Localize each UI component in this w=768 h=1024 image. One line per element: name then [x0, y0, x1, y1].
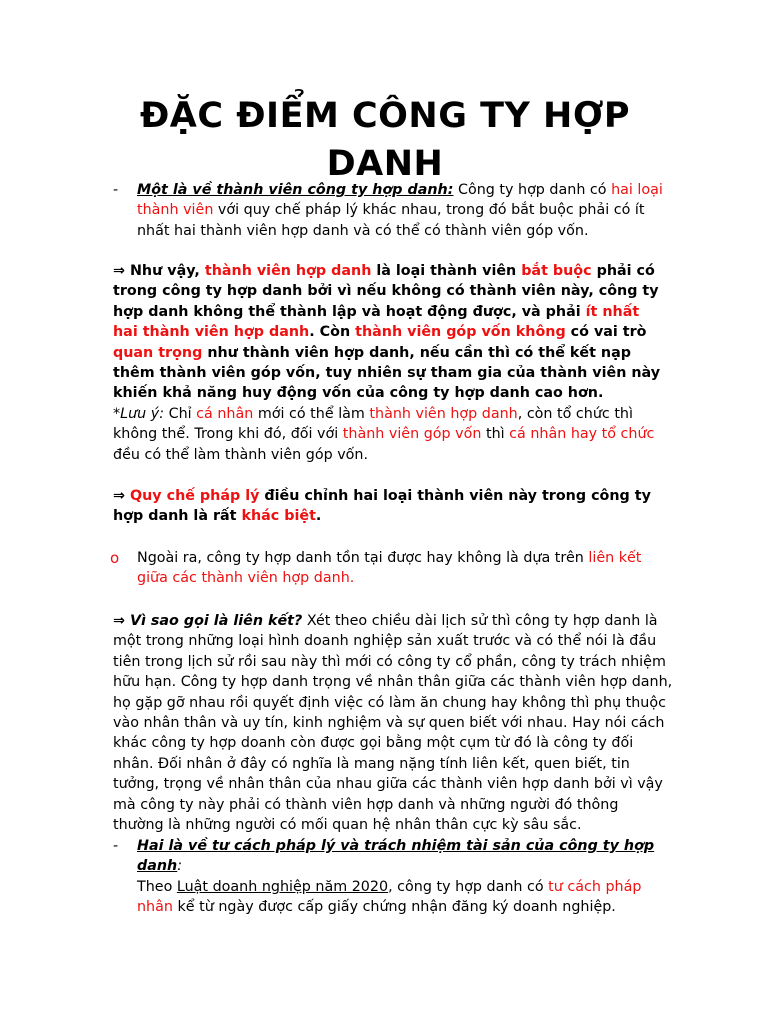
note-paragraph: *Lưu ý: Chỉ cá nhân mới có thể làm thành viên hợp danh, còn tổ chức thì không thể. Trong khi đó, đối với thành viên góp vốn thì cá nhân hay tổ chức đều có thể làm thành viên góp vốn.: [113, 406, 655, 463]
section-2-heading: Hai là về tư cách pháp lý và trách nhiệm tài sản của công ty hợp danh: [137, 838, 655, 875]
note-label: *Lưu ý:: [113, 406, 165, 422]
explanation-paragraph: ⇒ Vì sao gọi là liên kết? Xét theo chiều dài lịch sử thì công ty hợp danh là một trong những loại hình doanh nghiệp sản xuất trước và có thể nói là đầu tiên trong lịch sử rồi sau này thì mới có công ty cổ phần, công ty trách nhiệm hữu hạn. Công ty hợp danh trọng về nhân thân giữa các thành viên hợp danh, họ gặp gỡ nhau rồi quyết định việc có làm ăn chung hay không thì phụ thuộc vào nhân thân và uy tín, kinh nghiệm và sự quen biết với nhau. Hay nói cách khác công ty hợp doanh còn được gọi bằng một cụm từ đó là công ty đối nhân. Đối nhân ở đây có nghĩa là mang nặng tính liên kết, quen biết, tin tưởng, trọng về nhân thân của nhau giữa các thành viên hợp danh bởi vì vậy mà công ty này phải có thành viên hợp danh và những người đó thông thường là những người có mối quan hệ nhân thân cực kỳ sâu sắc.: [113, 613, 673, 834]
question-text: Vì sao gọi là liên kết?: [124, 613, 303, 629]
arrow-icon: ⇒: [113, 263, 125, 279]
list-dash: -: [113, 182, 119, 198]
highlight-text: hai loại thành viên: [137, 182, 663, 219]
arrow-icon: ⇒: [113, 613, 125, 629]
bullet-paragraph: Ngoài ra, công ty hợp danh tồn tại được hay không là dựa trên liên kết giữa các thành viên hợp danh.: [137, 550, 642, 587]
section-1-heading: Một là về thành viên công ty hợp danh:: [137, 182, 454, 198]
conclusion-paragraph-1: ⇒ Như vậy, thành viên hợp danh là loại thành viên bắt buộc phải có trong công ty hợp danh bởi vì nếu không có thành viên này, công ty hợp danh không thể thành lập và hoạt động được, và phải ít nhất hai thành viên hợp danh. Còn thành viên góp vốn không có vai trò quan trọng như thành viên hợp danh, nếu cần thì có thể kết nạp thêm thành viên góp vốn, tuy nhiên sự tham gia của thành viên này khiến khả năng huy động vốn của công ty hợp danh cao hơn.: [113, 263, 661, 402]
conclusion-paragraph-2: ⇒ Quy chế pháp lý điều chỉnh hai loại thành viên này trong công ty hợp danh là rất khác biệt.: [113, 488, 651, 525]
section-1-paragraph: Một là về thành viên công ty hợp danh: Công ty hợp danh có hai loại thành viên với quy chế pháp lý khác nhau, trong đó bắt buộc phải có ít nhất hai thành viên hợp danh và có thể có thành viên góp vốn.: [137, 182, 663, 239]
list-dash: -: [113, 838, 119, 854]
page-title: ĐẶC ĐIỂM CÔNG TY HỢP DANH: [139, 96, 631, 184]
bullet-marker: o: [110, 549, 120, 567]
law-link[interactable]: Luật doanh nghiệp năm 2020: [176, 878, 389, 895]
arrow-icon: ⇒: [113, 488, 125, 504]
section-2-paragraph: Hai là về tư cách pháp lý và trách nhiệm tài sản của công ty hợp danh: Theo Luật doanh nghiệp năm 2020, công ty hợp danh có tư cách pháp nhân kể từ ngày được cấp giấy chứng nhận đăng ký doanh nghiệp.: [137, 838, 655, 916]
